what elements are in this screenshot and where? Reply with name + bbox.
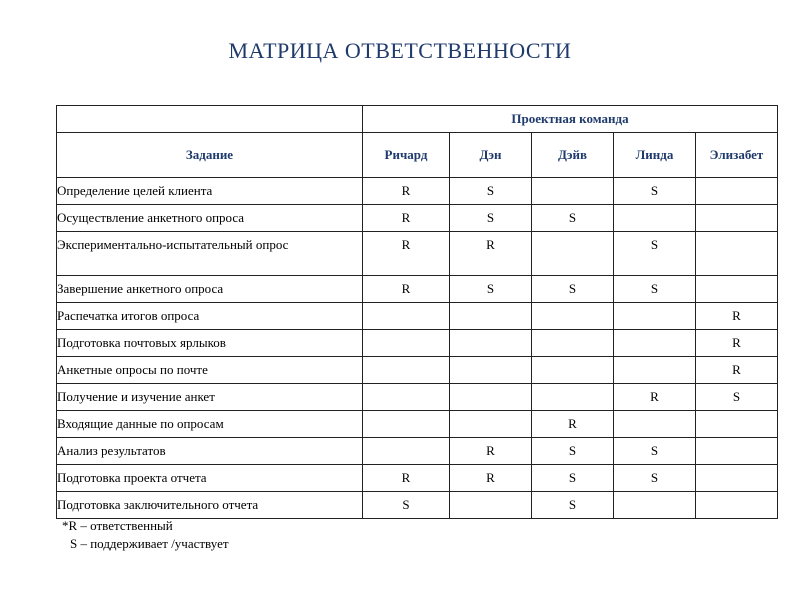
task-cell: Получение и изучение анкет — [57, 384, 363, 411]
assignment-cell — [363, 357, 450, 384]
assignment-cell: S — [450, 276, 532, 303]
assignment-cell: S — [696, 384, 778, 411]
member-header: Дэйв — [532, 133, 614, 178]
assignment-cell — [363, 411, 450, 438]
assignment-cell: R — [363, 276, 450, 303]
assignment-cell — [363, 303, 450, 330]
assignment-cell: R — [696, 303, 778, 330]
table-row — [57, 276, 778, 303]
assignment-cell: S — [450, 178, 532, 205]
assignment-cell: S — [363, 492, 450, 519]
task-column-header: Задание — [57, 133, 363, 178]
assignment-cell — [532, 357, 614, 384]
assignment-cell: R — [450, 465, 532, 492]
assignment-cell: S — [614, 465, 696, 492]
assignment-cell — [532, 330, 614, 357]
assignment-cell: R — [363, 232, 450, 276]
assignment-cell — [532, 232, 614, 276]
assignment-cell — [450, 303, 532, 330]
assignment-cell: R — [450, 232, 532, 276]
task-cell: Экспериментально-испытательный опрос — [57, 232, 363, 276]
assignment-cell — [363, 384, 450, 411]
assignment-cell — [696, 411, 778, 438]
assignment-cell: R — [363, 178, 450, 205]
table-row — [57, 178, 778, 205]
assignment-cell: R — [532, 411, 614, 438]
table-row — [57, 492, 778, 519]
table-row — [57, 330, 778, 357]
assignment-cell — [363, 330, 450, 357]
assignment-cell — [696, 205, 778, 232]
team-header: Проектная команда — [363, 106, 778, 133]
assignment-cell: S — [532, 205, 614, 232]
table-row — [57, 384, 778, 411]
task-cell: Распечатка итогов опроса — [57, 303, 363, 330]
legend-responsible: *R – ответственный — [62, 518, 173, 533]
table-row — [57, 232, 778, 276]
assignment-cell: S — [532, 276, 614, 303]
task-cell: Определение целей клиента — [57, 178, 363, 205]
assignment-cell: S — [614, 178, 696, 205]
assignment-cell — [696, 465, 778, 492]
member-header: Ричард — [363, 133, 450, 178]
assignment-cell — [450, 411, 532, 438]
assignment-cell — [450, 357, 532, 384]
task-cell: Подготовка заключительного отчета — [57, 492, 363, 519]
member-header: Дэн — [450, 133, 532, 178]
assignment-cell — [450, 492, 532, 519]
assignment-cell: S — [614, 276, 696, 303]
assignment-cell: R — [363, 205, 450, 232]
assignment-cell: S — [532, 492, 614, 519]
assignment-cell — [450, 330, 532, 357]
task-cell: Подготовка почтовых ярлыков — [57, 330, 363, 357]
assignment-cell — [696, 276, 778, 303]
table-row — [57, 357, 778, 384]
assignment-cell — [614, 357, 696, 384]
assignment-cell — [532, 303, 614, 330]
assignment-cell — [696, 438, 778, 465]
table-row — [57, 411, 778, 438]
assignment-cell: R — [614, 384, 696, 411]
task-cell: Анализ результатов — [57, 438, 363, 465]
assignment-cell — [614, 492, 696, 519]
corner-cell — [57, 106, 363, 133]
task-cell: Осуществление анкетного опроса — [57, 205, 363, 232]
header-row — [57, 133, 778, 178]
assignment-cell — [696, 232, 778, 276]
assignment-cell — [614, 303, 696, 330]
assignment-cell — [614, 330, 696, 357]
assignment-cell: S — [532, 465, 614, 492]
assignment-cell — [696, 178, 778, 205]
assignment-cell: R — [696, 357, 778, 384]
table-row — [57, 303, 778, 330]
task-cell: Анкетные опросы по почте — [57, 357, 363, 384]
legend — [62, 517, 229, 553]
table-row — [57, 438, 778, 465]
assignment-cell — [532, 384, 614, 411]
legend-supports: S – поддерживает /участвует — [70, 536, 229, 551]
member-header: Линда — [614, 133, 696, 178]
assignment-cell: R — [450, 438, 532, 465]
assignment-cell: S — [614, 232, 696, 276]
responsibility-matrix — [56, 105, 778, 519]
assignment-cell — [532, 178, 614, 205]
task-cell: Входящие данные по опросам — [57, 411, 363, 438]
task-cell: Завершение анкетного опроса — [57, 276, 363, 303]
assignment-cell — [450, 384, 532, 411]
assignment-cell — [363, 438, 450, 465]
table-row — [57, 465, 778, 492]
assignment-cell: S — [450, 205, 532, 232]
assignment-cell: R — [696, 330, 778, 357]
assignment-cell — [696, 492, 778, 519]
assignment-cell: S — [614, 438, 696, 465]
assignment-cell — [614, 205, 696, 232]
task-cell: Подготовка проекта отчета — [57, 465, 363, 492]
page-title: МАТРИЦА ОТВЕТСТВЕННОСТИ — [228, 38, 572, 63]
assignment-cell: S — [532, 438, 614, 465]
assignment-cell: R — [363, 465, 450, 492]
assignment-cell — [614, 411, 696, 438]
table-row — [57, 205, 778, 232]
member-header: Элизабет — [696, 133, 778, 178]
